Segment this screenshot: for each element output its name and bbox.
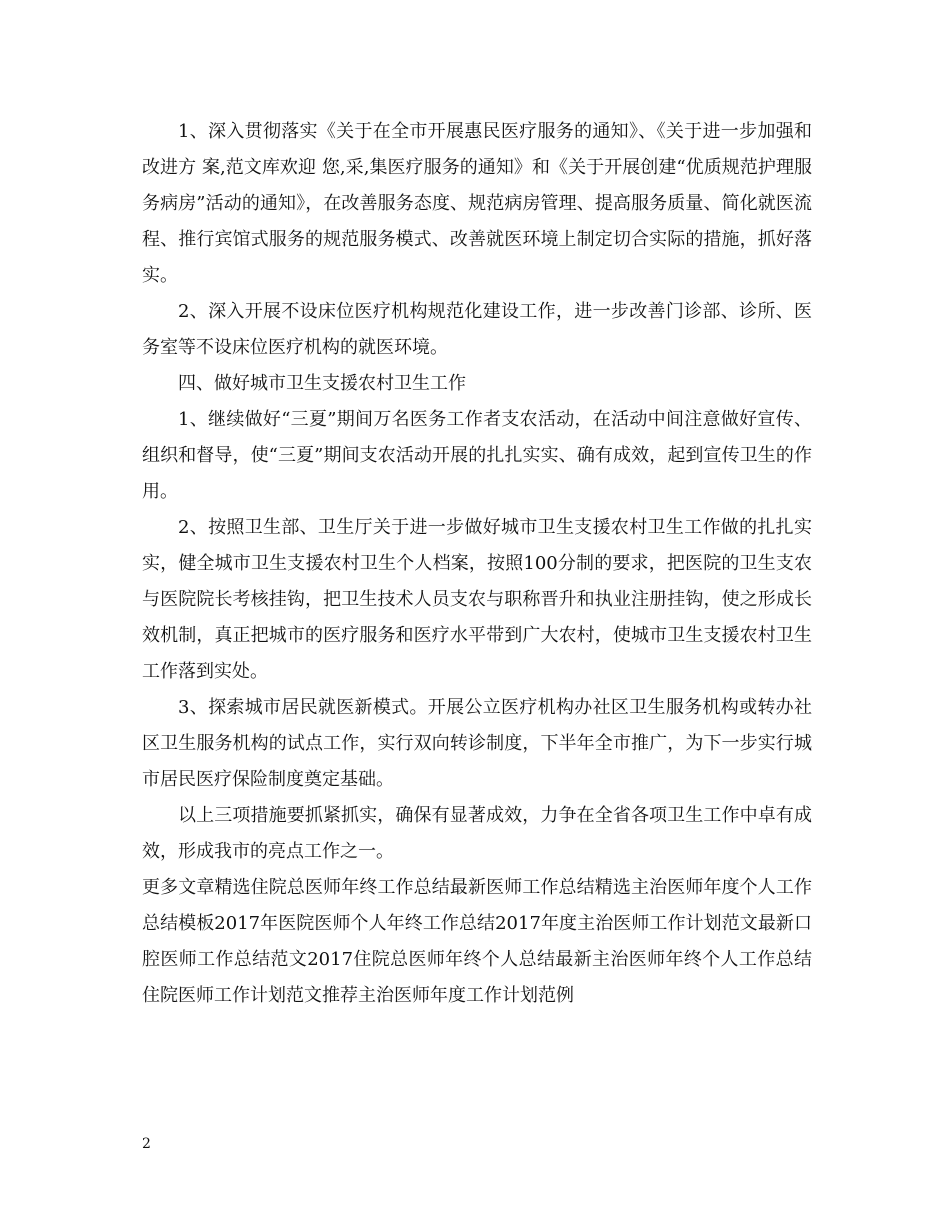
paragraph-1: 1、深入贯彻落实《关于在全市开展惠民医疗服务的通知》、《关于进一步加强和改进方 案,范文库欢迎 您,采,集医疗服务的通知》和《关于开展创建“优质规范护理服务病房”活动的通知》，在改善服务态度、规范病房管理、提高服务质量、简化就医流程、推行宾馆式服务的规范服务模式、改善就医环境上制定切合实际的措施，抓好落实。	[142, 121, 812, 286]
paragraph-5: 3、探索城市居民就医新模式。开展公立医疗机构办社区卫生服务机构或转办社区卫生服务机构的试点工作，实行双向转诊制度，下半年全市推广，为下一步实行城市居民医疗保险制度奠定基础。	[142, 697, 812, 790]
more-articles-text: 更多文章精选住院总医师年终工作总结最新医师工作总结精选主治医师年度个人工作总结模板2017年医院医师个人年终工作总结2017年度主治医师工作计划范文最新口腔医师工作总结范文2017住院总医师年终个人总结最新主治医师年终个人工作总结住院医师工作计划范文推荐主治医师年度工作计划范例	[142, 877, 812, 1006]
paragraph-4: 2、按照卫生部、卫生厅关于进一步做好城市卫生支援农村卫生工作做的扎扎实实，健全城市卫生支援农村卫生个人档案，按照100分制的要求，把医院的卫生支农与医院院长考核挂钩，把卫生技术人员支农与职称晋升和执业注册挂钩，使之形成长效机制，真正把城市的医疗服务和医疗水平带到广大农村，使城市卫生支援农村卫生工作落到实处。	[142, 517, 812, 682]
paragraph-3: 1、继续做好“三夏”期间万名医务工作者支农活动，在活动中间注意做好宣传、组织和督导，使“三夏”期间支农活动开展的扎扎实实、确有成效，起到宣传卫生的作用。	[142, 409, 812, 502]
paragraph-6: 以上三项措施要抓紧抓实，确保有显著成效，力争在全省各项卫生工作中卓有成效，形成我市的亮点工作之一。	[142, 805, 812, 862]
paragraph-2: 2、深入开展不设床位医疗机构规范化建设工作，进一步改善门诊部、诊所、医务室等不设床位医疗机构的就医环境。	[142, 301, 812, 358]
section-heading: 四、做好城市卫生支援农村卫生工作	[178, 373, 466, 394]
document-body	[142, 114, 812, 1014]
page-number: 2	[142, 1136, 151, 1152]
